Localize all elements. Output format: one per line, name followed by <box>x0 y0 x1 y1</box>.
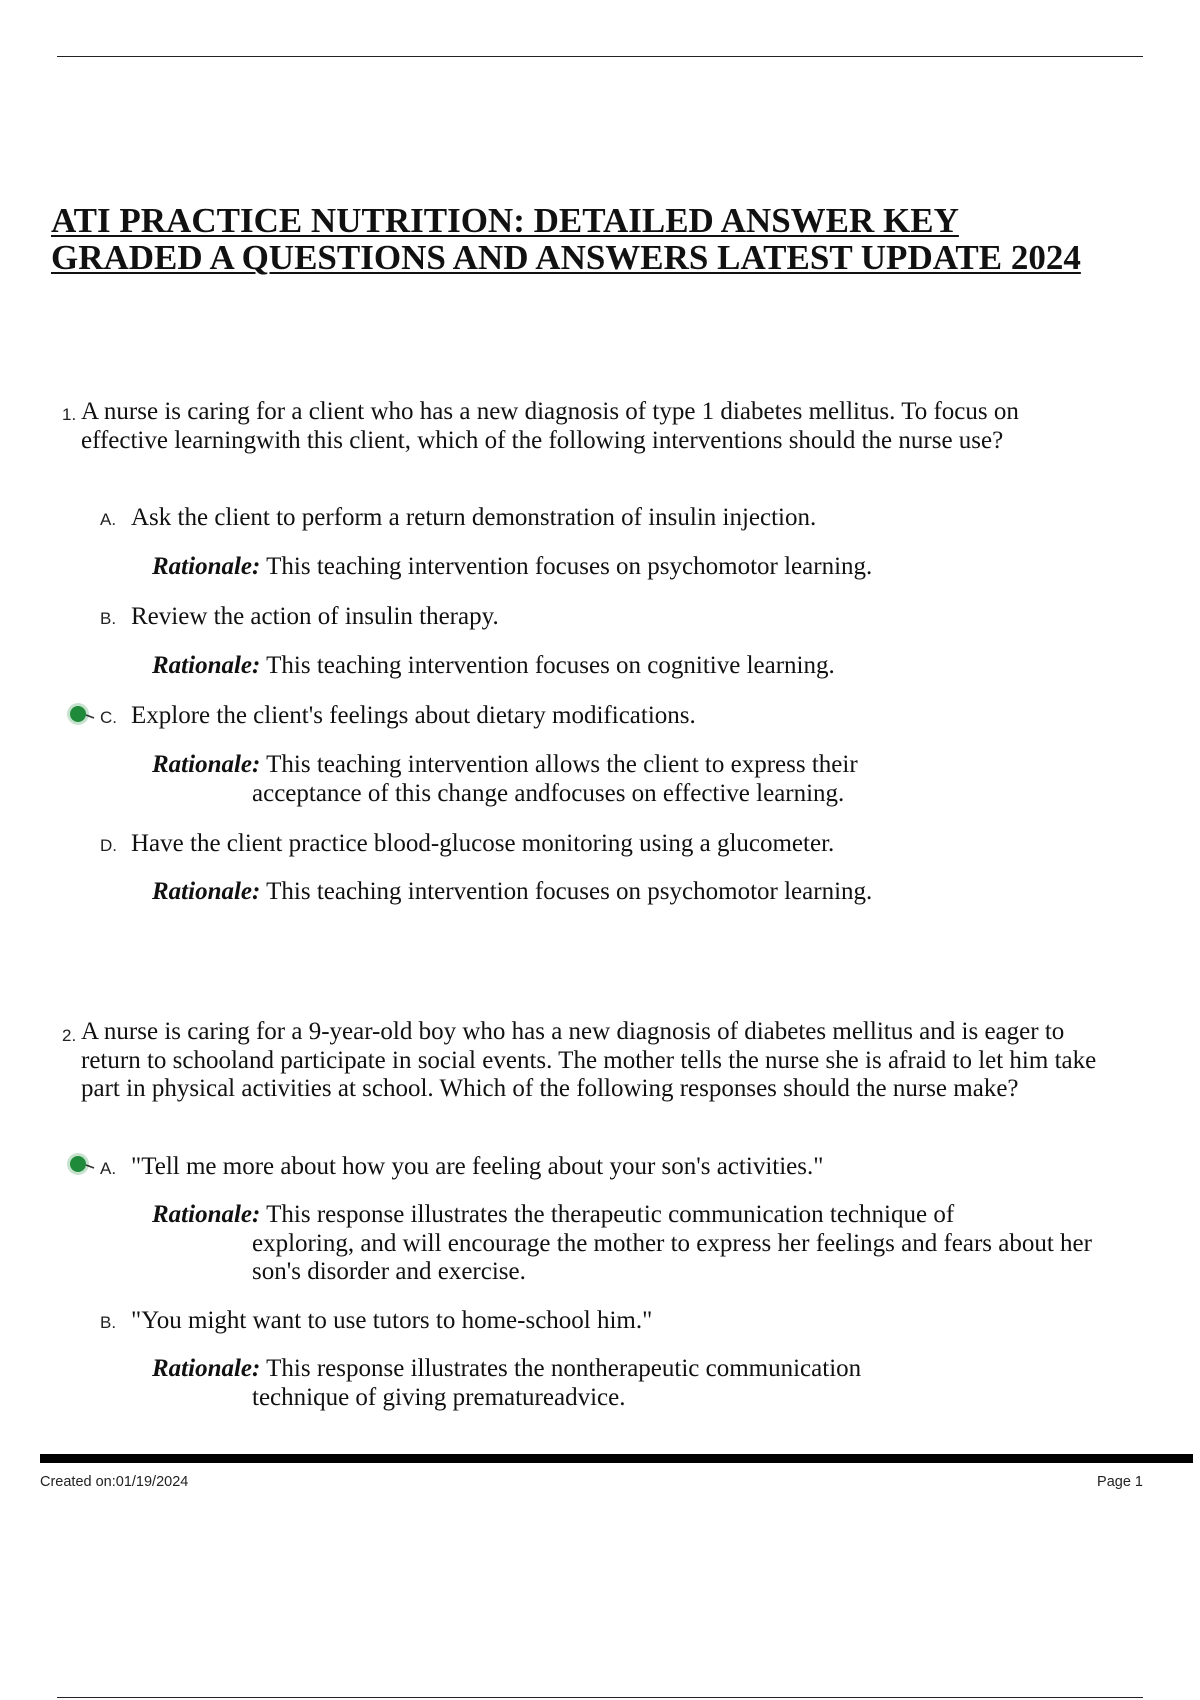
footer-bar <box>40 1454 1193 1463</box>
option-text: "You might want to use tutors to home-school him." <box>131 1307 653 1334</box>
rationale-text: This teaching intervention focuses on psychomotor learning. <box>266 553 873 580</box>
rationale-1d <box>152 878 1092 907</box>
bottom-rule <box>57 1697 1143 1698</box>
option-letter: A. <box>100 1159 117 1178</box>
rationale-text: This response illustrates the therapeutic communication technique of <box>266 1201 955 1228</box>
rationale-continuation: exploring, and will encourage the mother to express her feelings and fears about her son's disorder and exercise. <box>252 1229 1092 1285</box>
rationale-text: This response illustrates the nontherapeutic communication <box>266 1355 862 1382</box>
rationale-1c <box>152 751 952 808</box>
document-title: ATI PRACTICE NUTRITION: DETAILED ANSWER KEY GRADED A QUESTIONS AND ANSWERS LATEST UPDATE 2024 <box>51 201 1081 277</box>
rationale-text: This teaching intervention allows the client to express their <box>266 751 858 778</box>
option-text: "Tell me more about how you are feeling about your son's activities." <box>131 1153 824 1180</box>
rationale-label: Rationale: <box>152 751 261 778</box>
rationale-label: Rationale: <box>152 1355 261 1382</box>
rationale-label: Rationale: <box>152 652 261 679</box>
rationale-1a <box>152 553 1092 582</box>
question-stem: A nurse is caring for a client who has a new diagnosis of type 1 diabetes mellitus. To focus on effective learningwith this client, which of the following interventions should the nurse use? <box>81 398 1019 454</box>
footer-created-date: Created on:01/19/2024 <box>40 1474 189 1490</box>
rationale-2a <box>152 1201 1112 1287</box>
rationale-label: Rationale: <box>152 878 261 905</box>
question-stem: A nurse is caring for a 9-year-old boy who has a new diagnosis of diabetes mellitus and is eager to return to schooland participate in social events. The mother tells the nurse she is afraid to let him take part in physical activities at school. Which of the following responses should the nurse make? <box>81 1018 1097 1102</box>
rationale-label: Rationale: <box>152 553 261 580</box>
option-text: Explore the client's feelings about dietary modifications. <box>131 702 696 729</box>
option-text: Review the action of insulin therapy. <box>131 603 499 630</box>
option-letter: D. <box>100 836 117 855</box>
question-number: 2. <box>62 1026 77 1045</box>
rationale-1b <box>152 652 1092 681</box>
option-letter: B. <box>100 1313 117 1332</box>
option-text: Have the client practice blood-glucose monitoring using a glucometer. <box>131 830 835 857</box>
rationale-label: Rationale: <box>152 1201 261 1228</box>
rationale-continuation: technique of giving prematureadvice. <box>252 1383 626 1411</box>
question-number: 1. <box>62 405 77 424</box>
option-letter: A. <box>100 510 117 529</box>
rationale-text: This teaching intervention focuses on cognitive learning. <box>266 652 835 679</box>
footer-page-number: Page 1 <box>1097 1474 1143 1490</box>
correct-answer-marker-icon <box>66 702 100 726</box>
option-text: Ask the client to perform a return demonstration of insulin injection. <box>131 504 817 531</box>
option-letter: B. <box>100 609 117 628</box>
rationale-text: This teaching intervention focuses on psychomotor learning. <box>266 878 873 905</box>
top-rule <box>57 56 1143 57</box>
rationale-continuation: acceptance of this change andfocuses on effective learning. <box>252 779 845 807</box>
correct-answer-marker-icon <box>66 1152 100 1176</box>
option-letter: C. <box>100 708 117 727</box>
rationale-2b <box>152 1355 972 1412</box>
